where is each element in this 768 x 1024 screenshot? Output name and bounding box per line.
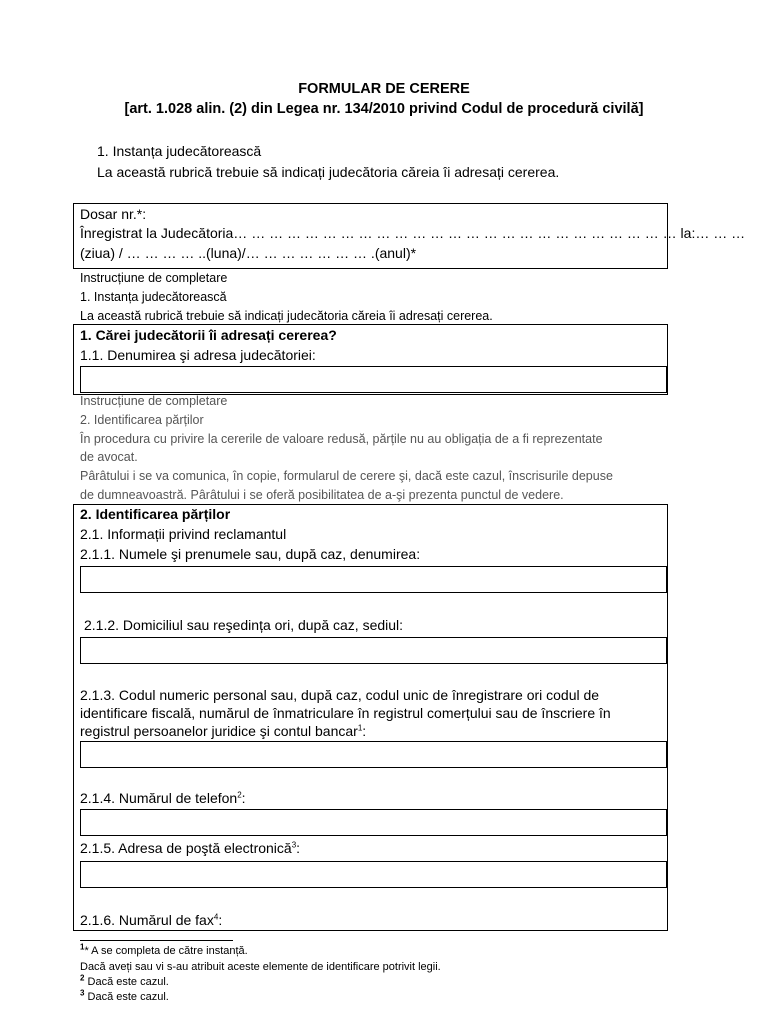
claimant-fax-label: 2.1.6. Numărul de fax$^4$:	[80, 912, 223, 928]
court-field-label: 1.1. Denumirea şi adresa judecătoriei:	[80, 347, 316, 363]
footnote-1: $^1$* A se completa de către instanță.	[80, 942, 248, 957]
dosar-registration-line: Înregistrat la Judecătoria… … … … … … … … … … … … … … … … … … … … … … … … … la:… … …	[80, 225, 746, 241]
footnote-ref-2: 2	[237, 790, 242, 800]
intro-heading: 1. Instanța judecătorească	[97, 143, 262, 159]
claimant-name-input[interactable]	[80, 566, 667, 593]
instr1-heading: 1. Instanța judecătorească	[80, 290, 227, 304]
footnote-1-cont: Dacă aveți sau vi s-au atribuit aceste elemente de identificare potrivit legii.	[80, 961, 441, 973]
claimant-email-label: 2.1.5. Adresa de poştă electronică$^3$:	[80, 840, 301, 856]
instr2-text-4: de dumneavoastră. Pârâtului i se oferă posibilitatea de a-şi prezenta punctul de vedere.	[80, 488, 564, 502]
instr2-heading: 2. Identificarea părților	[80, 413, 204, 427]
footnote-3: $^3$ Dacă este cazul.	[80, 988, 169, 1003]
footnote-ref-3: 3	[291, 840, 297, 850]
instr2-text-2: de avocat.	[80, 450, 138, 464]
claimant-id-input[interactable]	[80, 741, 667, 768]
claimant-info-subheading: 2.1. Informații privind reclamantul	[80, 526, 287, 542]
instr1-title: Instrucțiune de completare	[80, 271, 228, 285]
footnote-ref-1: 1	[357, 723, 363, 733]
claimant-phone-label: 2.1.4. Numărul de telefon$^2$:	[80, 790, 246, 806]
claimant-id-label-1: 2.1.3. Codul numeric personal sau, după caz, codul unic de înregistrare ori codul de	[80, 687, 600, 703]
instr1-text: La această rubrică trebuie să indicați judecătoria căreia îi adresați cererea.	[80, 309, 493, 323]
claimant-address-label: 2.1.2. Domiciliul sau reşedința ori, după caz, sediul:	[84, 617, 404, 633]
claimant-name-label: 2.1.1. Numele şi prenumele sau, după caz, denumirea:	[80, 546, 421, 562]
claimant-address-input[interactable]	[80, 637, 667, 664]
section1-heading: 1. Cărei judecătorii îi adresați cererea?	[80, 327, 337, 343]
instr2-title: Instrucțiune de completare	[80, 394, 228, 408]
section2-heading: 2. Identificarea părților	[80, 506, 231, 522]
dosar-box	[73, 203, 746, 269]
claimant-phone-input[interactable]	[80, 809, 667, 836]
form-title: FORMULAR DE CERERE	[298, 81, 470, 97]
claimant-id-label-3: registrul persoanelor juridice şi contul bancar$^1$:	[80, 723, 367, 739]
court-name-address-input[interactable]	[80, 366, 667, 393]
footnote-separator	[80, 940, 233, 941]
intro-text: La această rubrică trebuie să indicați judecătoria căreia îi adresați cererea.	[97, 164, 560, 180]
instr2-text-1: În procedura cu privire la cererile de valoare redusă, părțile nu au obligația de a fi reprezentate	[80, 432, 603, 446]
footnote-ref-4: 4	[213, 912, 219, 922]
dosar-date-line: (ziua) / … … … … ..(luna)/… … … … … … … .(anul)*	[80, 245, 417, 261]
instr2-text-3: Pârâtului i se va comunica, în copie, formularul de cerere şi, dacă este cazul, înscrisurile depuse	[80, 469, 613, 483]
claimant-email-input[interactable]	[80, 861, 667, 888]
dosar-number-label: Dosar nr.*:	[80, 206, 147, 222]
form-subtitle: [art. 1.028 alin. (2) din Legea nr. 134/2010 privind Codul de procedură civilă]	[124, 101, 644, 117]
footnote-2: $^2$ Dacă este cazul.	[80, 973, 169, 988]
claimant-id-label-2: identificare fiscală, numărul de înmatriculare în registrul comerțului sau de înscriere în	[80, 705, 611, 721]
